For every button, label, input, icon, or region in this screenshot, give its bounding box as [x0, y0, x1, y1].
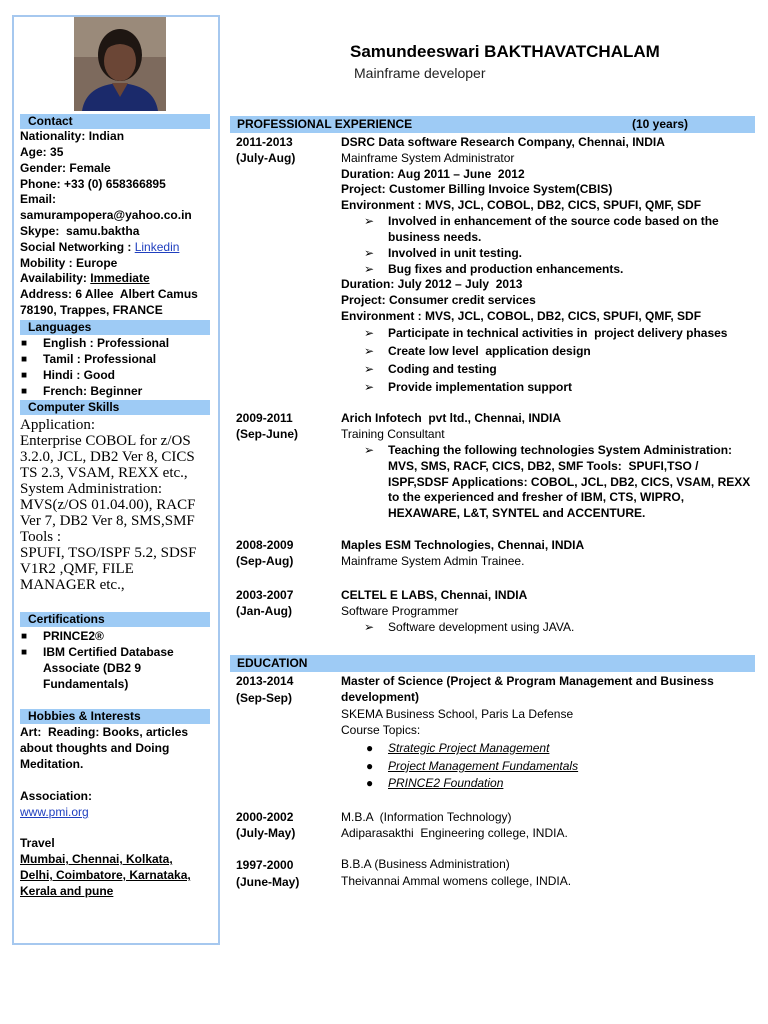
job-period: 2008-2009: [236, 538, 294, 552]
job-position: Mainframe System Admin Trainee.: [341, 554, 525, 568]
travel-row: Kerala and pune: [20, 884, 114, 898]
arrow-bullet-icon: ➢: [364, 380, 375, 394]
certifications-heading: Certifications: [20, 612, 210, 627]
computer-skills-heading: Computer Skills: [20, 400, 210, 415]
job-period: 2009-2011: [236, 411, 293, 425]
job-period: 2011-2013: [236, 135, 293, 149]
art-row-3: Meditation.: [20, 757, 84, 771]
job-bullet: Participate in technical activities in project delivery phases: [388, 326, 728, 340]
job-bullet: ISPF,SDSF Applications: COBOL, JCL, DB2, CICS, VSAM, REXX: [388, 475, 751, 489]
arrow-bullet-icon: ➢: [364, 443, 375, 457]
art-row-2: about thoughts and Doing: [20, 741, 170, 755]
edu-topic: Strategic Project Management: [388, 741, 550, 755]
profile-photo: [74, 17, 166, 111]
language-item: French: Beginner: [43, 384, 143, 398]
bullet-square-icon: ■: [21, 647, 28, 658]
job-project: Project: Consumer credit services: [341, 293, 536, 307]
job-bullet: MVS, SMS, RACF, CICS, DB2, SMF Tools: SPUFI,TSO /: [388, 459, 699, 473]
job-months: (July-Aug): [236, 151, 296, 165]
edu-degree: M.B.A (Information Technology): [341, 810, 512, 824]
job-bullet: Create low level application design: [388, 344, 591, 358]
experience-heading: PROFESSIONAL EXPERIENCE (10 years): [230, 116, 755, 133]
bullet-dot-icon: ●: [366, 776, 374, 790]
email-label: Email:: [20, 192, 57, 206]
arrow-bullet-icon: ➢: [364, 344, 375, 358]
language-item: Hindi : Good: [43, 368, 115, 382]
job-bullet: business needs.: [388, 230, 482, 244]
edu-school: Theivannai Ammal womens college, INDIA.: [341, 874, 572, 888]
address-row: Address: 6 Allee Albert Camus: [20, 287, 198, 301]
edu-school: SKEMA Business School, Paris La Defense: [341, 707, 574, 721]
bullet-dot-icon: ●: [366, 741, 374, 755]
art-row: Art: Reading: Books, articles: [20, 725, 189, 739]
bullet-square-icon: ■: [21, 338, 28, 349]
job-period: 2003-2007: [236, 588, 294, 602]
job-duration: Duration: Aug 2011 – June 2012: [341, 167, 525, 181]
person-silhouette-icon: [74, 17, 166, 111]
education-heading: EDUCATION: [230, 655, 755, 672]
job-bullet: Provide implementation support: [388, 380, 573, 394]
certification-item: Associate (DB2 9: [43, 661, 142, 675]
mobility-row: Mobility : Europe: [20, 256, 118, 270]
arrow-bullet-icon: ➢: [364, 214, 375, 228]
edu-school: Adiparasakthi Engineering college, INDIA.: [341, 826, 568, 840]
bullet-square-icon: ■: [21, 370, 28, 381]
job-position: Software Programmer: [341, 604, 459, 618]
job-bullet: to the experienced and fresher of IBM, CTS, WIPRO,: [388, 490, 685, 504]
job-bullet: Software development using JAVA.: [388, 620, 575, 634]
gender-row: Gender: Female: [20, 161, 111, 175]
association-label: Association:: [20, 789, 93, 803]
travel-row: Mumbai, Chennai, Kolkata,: [20, 852, 173, 866]
email-value: samurampopera@yahoo.co.in: [20, 208, 192, 222]
arrow-bullet-icon: ➢: [364, 620, 375, 634]
edu-period: 2000-2002: [236, 810, 294, 824]
linkedin-link[interactable]: Linkedin: [134, 240, 180, 254]
age-row: Age: 35: [20, 145, 64, 159]
job-position: Mainframe System Administrator: [341, 151, 515, 165]
job-bullet: Teaching the following technologies System Administration:: [388, 443, 733, 457]
certification-item: IBM Certified Database: [43, 645, 174, 659]
job-bullet: Involved in enhancement of the source code based on the: [388, 214, 719, 228]
edu-months: (July-May): [236, 826, 296, 840]
candidate-name: Samundeeswari BAKTHAVATCHALAM: [350, 42, 660, 61]
job-company: Arich Infotech pvt ltd., Chennai, INDIA: [341, 411, 562, 425]
arrow-bullet-icon: ➢: [364, 246, 375, 260]
job-bullet: Involved in unit testing.: [388, 246, 523, 260]
edu-degree: development): [341, 690, 420, 704]
availability-row: Availability: Immediate: [20, 271, 150, 285]
pmi-link[interactable]: www.pmi.org: [20, 805, 89, 819]
job-months: (Sep-Aug): [236, 554, 294, 568]
skype-row: Skype: samu.baktha: [20, 224, 140, 238]
bullet-square-icon: ■: [21, 386, 28, 397]
nationality-row: Nationality: Indian: [20, 129, 125, 143]
candidate-role: Mainframe developer: [354, 65, 486, 81]
job-bullet: Coding and testing: [388, 362, 497, 376]
edu-months: (Sep-Sep): [236, 691, 293, 705]
job-environment: Environment : MVS, JCL, COBOL, DB2, CICS, SPUFI, QMF, SDF: [341, 309, 702, 323]
job-bullet: Bug fixes and production enhancements.: [388, 262, 624, 276]
association-row: [20, 805, 89, 821]
job-position: Training Consultant: [341, 427, 445, 441]
arrow-bullet-icon: ➢: [364, 262, 375, 276]
arrow-bullet-icon: ➢: [364, 326, 375, 340]
job-company: Maples ESM Technologies, Chennai, INDIA: [341, 538, 585, 552]
job-bullet: HEXAWARE, L&T, SYNTEL and ACCENTURE.: [388, 506, 646, 520]
job-company: CELTEL E LABS, Chennai, INDIA: [341, 588, 528, 602]
job-environment: Environment : MVS, JCL, COBOL, DB2, CICS, SPUFI, QMF, SDF: [341, 198, 702, 212]
travel-row: Delhi, Coimbatore, Karnataka,: [20, 868, 191, 882]
hobbies-heading: Hobbies & Interests: [20, 709, 210, 724]
phone-row: Phone: +33 (0) 658366895: [20, 177, 166, 191]
job-project: Project: Customer Billing Invoice System(CBIS): [341, 182, 613, 196]
experience-years: (10 years): [632, 117, 689, 131]
job-months: (Jan-Aug): [236, 604, 292, 618]
language-item: Tamil : Professional: [43, 352, 157, 366]
edu-period: 2013-2014: [236, 674, 294, 688]
edu-topic: PRINCE2 Foundation: [388, 776, 504, 790]
edu-period: 1997-2000: [236, 858, 294, 872]
certification-item: PRINCE2®: [43, 629, 104, 643]
social-row: Social Networking : Linkedin: [20, 240, 180, 254]
edu-months: (June-May): [236, 875, 300, 889]
languages-heading: Languages: [20, 320, 210, 335]
edu-degree: Master of Science (Project & Program Management and Business: [341, 674, 714, 688]
computer-skills-text: Application: Enterprise COBOL for z/OS 3.2.0, JCL, DB2 Ver 8, CICS TS 2.3, VSAM, REXX etc., System Administration: MVS(z/OS 01.04.00), RACF Ver 7, DB2 Ver 8, SMS,SMF Tools : SPUFI, TSO/ISPF 5.2, SDSF V1R2 ,QMF, FILE MANAGER etc.,: [20, 417, 197, 593]
job-duration: Duration: July 2012 – July 2013: [341, 277, 523, 291]
certification-item: Fundamentals): [43, 677, 129, 691]
arrow-bullet-icon: ➢: [364, 362, 375, 376]
contact-heading: Contact: [20, 114, 210, 129]
bullet-square-icon: ■: [21, 354, 28, 365]
travel-label: Travel: [20, 836, 55, 850]
bullet-dot-icon: ●: [366, 759, 374, 773]
edu-topic: Project Management Fundamentals: [388, 759, 579, 773]
language-item: English : Professional: [43, 336, 170, 350]
address-row-2: 78190, Trappes, FRANCE: [20, 303, 163, 317]
edu-topics-label: Course Topics:: [341, 723, 421, 737]
edu-degree: B.B.A (Business Administration): [341, 857, 510, 871]
bullet-square-icon: ■: [21, 631, 28, 642]
job-company: DSRC Data software Research Company, Chennai, INDIA: [341, 135, 665, 149]
job-months: (Sep-June): [236, 427, 299, 441]
